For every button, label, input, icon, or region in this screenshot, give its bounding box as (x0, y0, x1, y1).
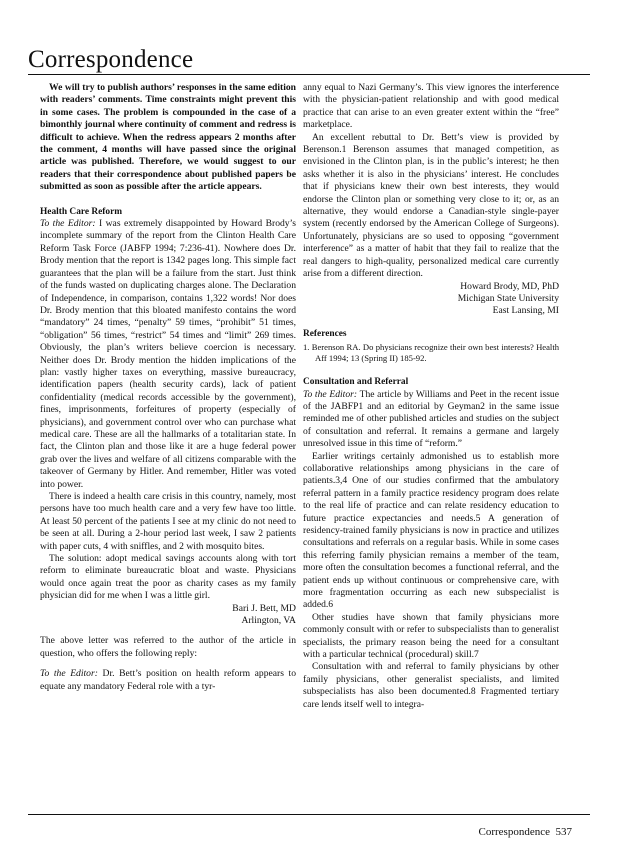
reply-paragraph (40, 668, 296, 693)
letter-paragraph-1 (40, 218, 296, 491)
reply-signature-place: East Lansing, MI (492, 305, 559, 317)
consult-paragraph-3: Other studies have shown that family physicians more commonly consult with or refer to subspecialists than to generalist specialists, the primary reason being the need for a consultant with a particular technical (procedural) skill.7 (303, 611, 559, 661)
to-editor-label: To the Editor: (40, 218, 96, 230)
consult-paragraph-4: Consultation with and referral to family physicians by other family physicians, other generalist specialists, and limited subspecialists has also been documented.8 Fragmented tertiary care lends itself well to integra- (303, 661, 559, 710)
reply-editor-label: To the Editor: (40, 668, 98, 680)
reply-signature-name: Howard Brody, MD, PhD (460, 280, 559, 292)
page-footer (479, 826, 572, 838)
letter-paragraph-1-text: I was extremely disappointed by Howard Brody’s incomplete summary of the report from the Clinton Health Care Reform Task Force (JABFP 1994; 7:236-41). Nowhere does Dr. Brody mention that the report is 1342 pages long. This simple fact guarantees that the plan will be a failure from the start. Just think of the funds wasted on duplicating charges alone. The Declaration of Independence, in comparison, contains 1,322 words! Nor does Dr. Brody mention that this bloated manifesto contains the word “mandatory” 24 times, “penalty” 59 times, “prohibit” 51 times, “obligation” 56 times, “restrict” 54 times and “limit” 269 times. Obviously, the plan’s writers believe coercion is necessary. Neither does Dr. Brody mention the hidden implications of the plan: vastly higher taxes on everything, massive bureaucracy, identification papers (health security cards), lack of patient confidentiality (medical records accessible by the government), fines, imprisonments, forfeitures of property (especially of physicians), and government control over who can purchase what medical care. These are all the hallmarks of a totalitarian state. In fact, the Clinton plan and those like it are a huge federal power grab over the lives and welfare of all citizens comparable with the takeover of Germany by Hitler. And remember, Hitler was voted into power. (40, 218, 296, 490)
section-title: Correspondence (28, 46, 194, 73)
consult-paragraph-1-text: The article by Williams and Peet in the recent issue of the JABFP1 and an editorial by Geyman2 in the same issue reminded me of other published articles and studies on the subject of consultation and referral. It remains a germane and largely unresolved issue in this time of “reform.” (303, 388, 559, 450)
letter-paragraph-2: There is indeed a health care crisis in this country, namely, most persons have too much health care and a very few have too little. At least 50 percent of the patients I see at my clinic do not need to be seen at all. During a 2-hour period last week, I saw 2 patients with paper cuts, 4 with sniffles, and 2 with mosquito bites. (40, 491, 296, 552)
consult-editor-label: To the Editor: (303, 388, 358, 400)
heading-consultation-referral: Consultation and Referral (303, 377, 409, 388)
signature-place: Arlington, VA (241, 615, 296, 627)
editorial-intro: We will try to publish authors’ responses in the same edition with readers’ comments. Time constraints might prevent this in some cases. The problem is compounded in the case of a bimonthly journal where continuity of comment and redress is difficult to achieve. When the redress appears 2 months after the comment, 4 months will have passed since the original article was published. Therefore, we would suggest to our readers that their correspondence about published papers be submitted as soon as possible after the article appears. (40, 82, 296, 193)
reply-continuation: anny equal to Nazi Germany’s. This view ignores the interference with the physician-patient relationship and with good medical practice that can arise to an even greater extent within the “free” marketplace. (303, 82, 559, 131)
reply-paragraph-2: An excellent rebuttal to Dr. Bett’s view is provided by Berenson.1 Berenson assumes that managed competition, as envisioned in the Clinton plan, is in the public’s interest; he then asks whether it is also in the physicians’ interest. He concludes that if physicians knew their own best interests, they would endorse the Clinton plan or something very close to it; or, as an alternative, they would endorse a Canadian-style single-payer system (recently endorsed by the American College of Surgeons). Unfortunately, physicians are so used to opposing “government interference” as a matter of habit that they fail to realize that the real dangers to high-quality, personalized medical care currently arise from a different direction. (303, 131, 559, 280)
letter-paragraph-3: The solution: adopt medical savings accounts along with tort reform to eliminate bureaucratic bloat and waste. Physicians would once again treat the poor as charity cases as my family physician did for me when I was a little girl. (40, 553, 296, 602)
references-heading: References (303, 328, 347, 339)
title-rule (28, 74, 590, 75)
signature-name: Bari J. Bett, MD (232, 602, 296, 614)
reference-1: 1. Berenson RA. Do physicians recognize their own best interests? Health Aff 1994; 13 (Spring II) 185-92. (303, 342, 559, 364)
footer-section: Correspondence (478, 826, 550, 838)
heading-health-care-reform: Health Care Reform (40, 206, 123, 217)
page-number: 537 (555, 826, 572, 838)
left-column (40, 82, 296, 693)
footer-rule (28, 814, 590, 815)
consult-paragraph-1 (303, 389, 559, 451)
reply-signature-institution: Michigan State University (457, 292, 559, 304)
referral-note: The above letter was referred to the author of the article in question, who offers the following reply: (40, 635, 296, 659)
consult-paragraph-2: Earlier writings certainly admonished us to establish more collaborative relationships among physicians in the care of patients.3,4 One of our studies confirmed that the ambulatory referral pattern in a family practice residency program does relate to the real life of practice and can relate residency education to future practice expectancies and needs.5 A generation of residency-trained family physicians is now in practice and utilizes consultations and referrals on a regular basis. While in some cases this referring family physician remains a member of the team, more often the consultation becomes a functional referral, and the patient ends up without continuous or comprehensive care, with more fragmentation occurring as each new subspecialist is added.6 (303, 450, 559, 611)
right-column (303, 82, 559, 711)
reply-start-text: Dr. Bett’s position on health reform appears to equate any mandatory Federal role with a tyr- (40, 668, 297, 692)
